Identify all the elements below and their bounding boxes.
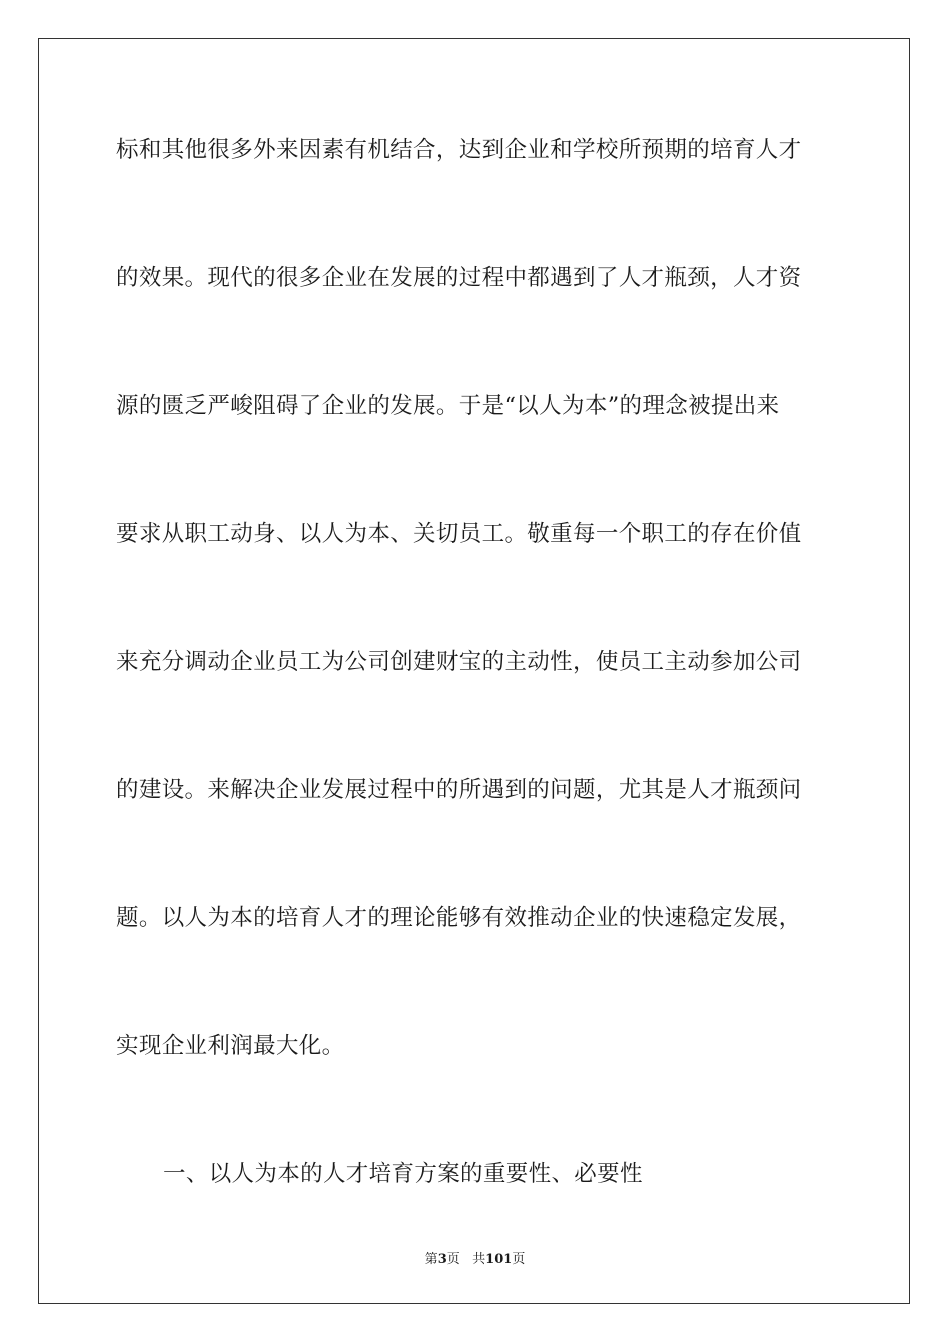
body-text-line: 来充分调动企业员工为公司创建财宝的主动性，使员工主动参加公司	[116, 649, 802, 675]
body-text-line: 题。以人为本的培育人才的理论能够有效推动企业的快速稳定发展，	[116, 905, 802, 931]
section-heading: 一、以人为本的人才培育方案的重要性、必要性	[163, 1161, 643, 1187]
body-text-line: 实现企业利润最大化。	[116, 1033, 345, 1059]
body-text-line: 要求从职工动身、以人为本、关切员工。敬重每一个职工的存在价值	[116, 521, 802, 547]
body-text-line: 源的匮乏严峻阻碍了企业的发展。于是“以人为本”的理念被提出来	[116, 393, 780, 419]
footer-total-prefix: 共	[472, 1252, 486, 1267]
footer-page-prefix: 第	[424, 1252, 438, 1267]
body-text-line: 的建设。来解决企业发展过程中的所遇到的问题，尤其是人才瓶颈问	[116, 777, 802, 803]
body-text-line: 的效果。现代的很多企业在发展的过程中都遇到了人才瓶颈，人才资	[116, 265, 802, 291]
footer-total-suffix: 页	[512, 1252, 526, 1267]
body-text-line: 标和其他很多外来因素有机结合，达到企业和学校所预期的培育人才	[116, 137, 802, 163]
footer-total-pages: 101	[485, 1252, 513, 1267]
footer-page-number: 3	[437, 1252, 447, 1267]
footer-page-suffix: 页	[446, 1252, 460, 1267]
page-footer	[0, 1248, 950, 1267]
